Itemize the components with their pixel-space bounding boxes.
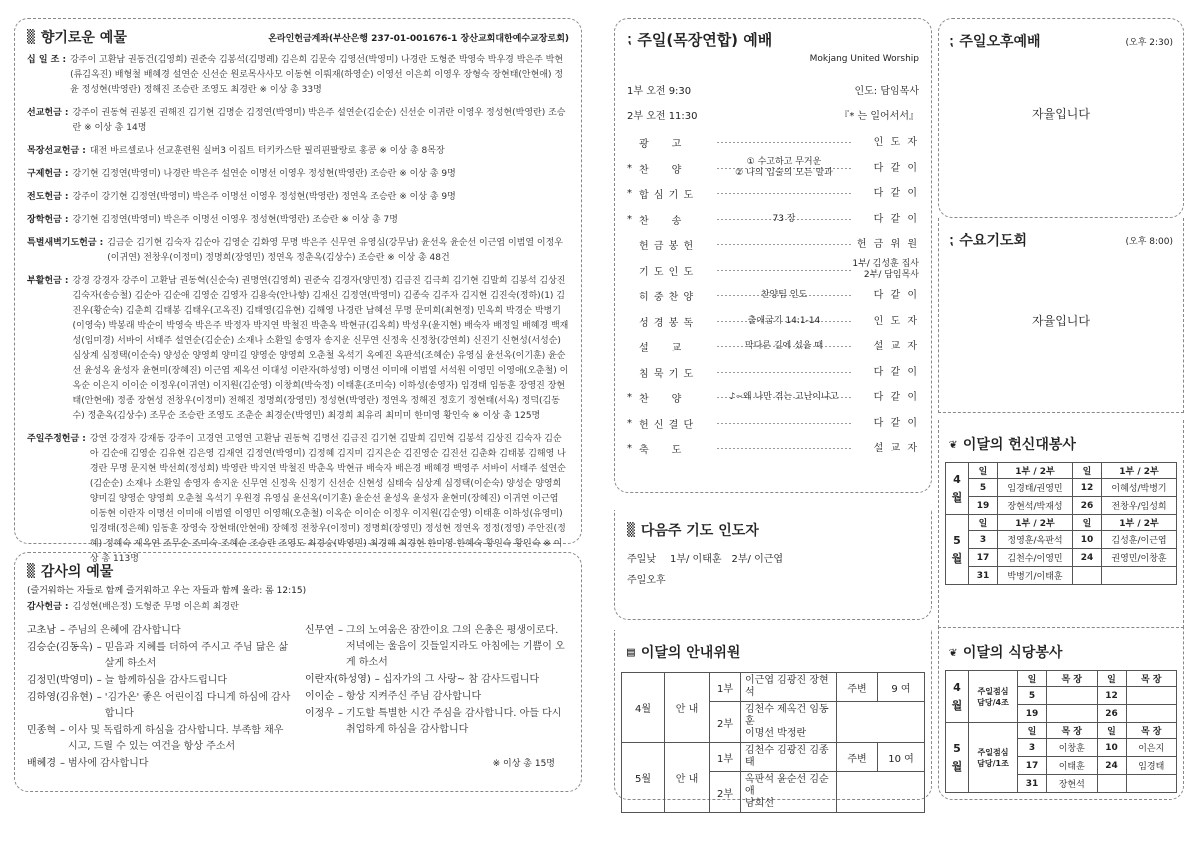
cafeteria-day: 26 [1097,705,1126,723]
devotion-month [946,515,969,585]
wednesday-panel [938,218,1184,413]
order-name: 찬 양 [639,394,683,406]
thanks-note: (즐거워하는 자들로 함께 즐거워하고 우는 자들과 함께 울라: 롬 12:15) [27,586,307,596]
order-star: * [627,392,632,404]
usher-part: 2부 [710,772,741,813]
order-detail [717,181,851,207]
thanks-item-text: 항상 지켜주신 주님 감사합니다 [345,691,482,702]
offering-item [27,213,569,228]
cafeteria-header-row [946,723,1177,739]
offering-title-text: 향기로운 예물 [40,30,127,46]
leaf-icon: ❦ [949,436,957,452]
cafeteria-meal-title: 주일점심 [977,747,1009,757]
cafeteria-day: 10 [1097,739,1126,757]
next-prayer-title [627,520,919,540]
devotion-row [946,549,1177,567]
thanks-item-text: 십자가의 그 사랑~ 참 감사드립니다 [382,674,540,685]
order-name: 헌 금 봉 헌 [639,241,695,253]
usher-count: 9 여 [878,673,925,702]
thanks-title [27,561,569,581]
usher-part: 1부 [710,743,741,772]
devotion-names: 김천수/이영민 [998,549,1073,567]
order-star [627,334,639,360]
thanks-panel [14,552,582,792]
order-name: 침 묵 기 도 [639,368,695,380]
devotion-row [946,497,1177,515]
order-row [627,283,919,309]
cafeteria-head-col: 목 장 [1047,723,1098,739]
thanks-item-name: 민종혁 [27,725,56,736]
cafeteria-head-day: 일 [1097,723,1126,739]
cafeteria-day [1097,775,1126,793]
order-detail: ① 수고하고 무거운 ② 나의 입술의 모든 말과 [717,156,851,182]
devotion-day: 12 [1073,479,1102,497]
devotion-day [1073,567,1102,585]
cafeteria-names: 이태훈 [1047,757,1098,775]
worship-time2: 2부 오전 11:30 [627,111,698,122]
thanks-item-text: 이사 및 독립하게 하심을 감사합니다. 부족함 채우시고, 드릴 수 있는 여건을 항상 주소서 [67,725,284,752]
devotion-names: 전창우/임성희 [1102,497,1177,515]
offering-item-text: 강경 강경자 강주이 고환남 권동혁(신순숙) 권명연(김영희) 권준숙 김경자(양민정) 김금진 김극희 김기현 김말희 김봉석 김상진 김숙자(송승철) 김순아 김순애 김영순 김영자 김용숙(안나향) 김재신 김정연(박영미) 김종숙 김주자 김지현 김진숙(정하)(1) 김진우(황순숙) 김춘희 김태봉 김태우(고옥진) 김태영(김유현) 김해영 나경란 남혜선 무명 문미희(최현정) 민옥희 박경순 박병기(이영숙) 박봉래 박순이 박영숙 박은주 박정자 박지연 박철진 박춘옥 박현규(김옥희) 박성우(윤지현) 배숙자 배정일 배혜경 백재성(임미경) 서바이 서태주 설연순(김순순) 소재나 소환일 송영자 송지운 신무연 신정욱 신정창(강연희) 신진기 신현성(서성순) 심상계 심정택(이순숙) 양성순 양영희 양미길 양영순 양영희 오춘철 옥석기 옥예진 옥판석(조혜순) 유영심 윤선옥(이기훈) 윤순선 윤성옥 윤성자 윤현미(장혜진) 이근엽 제옥선 이대성 이란자(하성영) 이명선 이미애 이범열 서석원 이영민 이영애(오춘철) 이옥순 이은지 이이순 이정우(이귀연) 이지원(김순영) 이창희(박숙정) 이태훈(조미숙) 이하성(송영자) 임경태 임동훈 장영진 장현태(안현애) 정종 장현성 전창우(이정미) 전해진 정명희(장영민) 정성현(박영란) 정연옥 정해진 정호기 정현태(서옥) 정덕(김동수) 정춘옥(김상수) 조무순 조승란 조영도 조춘순 최경순(박영민) 최경희 최유리 최미미 한미영 황인숙 ※ 이상 총 125명 [72,276,569,421]
offering-account: 온라인헌금계좌(부산은행 237-01-001676-1 장산교회대한예수교장로회) [268,33,569,44]
usher-part: 1부 [710,673,741,702]
devotion-day: 3 [969,531,998,549]
usher-names: 김천수 김광진 김종태 [741,743,837,772]
usher-row [622,673,925,702]
cafeteria-names [1126,775,1177,793]
usher-month: 5월 [622,743,665,813]
order-star [627,232,639,258]
order-detail [717,130,851,156]
afternoon-time: (오후 2:30) [1125,37,1173,48]
devotion-day: 26 [1073,497,1102,515]
thanks-item [27,673,291,689]
usher-blank [837,702,925,743]
usher-role: 안 내 [665,743,710,813]
next-prayer-title-text: 다음주 기도 인도자 [640,523,759,539]
usher-label: 주변 [837,743,878,772]
devotion-names: 권영민/이창훈 [1102,549,1177,567]
offering-item-text: 강주이 고환남 권동건(김영희) 권준숙 김봉석(김명례) 김은희 김문숙 김영선(박영미) 나경란 도형준 박영숙 박우경 박은주 박현(류김옥진) 배형철 배혜경 설연순 신선순 원로목사사모 이동현 이뤄재(하영순) 이영선 이은희 이영우 장형숙 장현태(안현애) 정윤 정성현(박영란) 정해진 조승란 조영도 최경란 ※ 이상 총 33명 [70,55,564,95]
offering-panel [14,18,582,564]
order-row [627,207,919,233]
order-leader: 헌 금 위 원 [856,239,919,251]
devotion-names: 이혜성/박병기 [1102,479,1177,497]
cafeteria-names: 이은지 [1126,739,1177,757]
title-mark-icon: ▤ [627,644,635,660]
wednesday-title [949,230,1027,250]
title-mark-icon: ⁏ [949,33,954,49]
devotion-table [945,462,1177,585]
thanks-item-name: 배혜경 [27,758,56,769]
order-star: * [627,213,632,225]
order-leader: 1부/ 김성훈 집사 2부/ 담임목사 [852,259,919,281]
cafeteria-names [1126,687,1177,705]
order-name: 합 심 기 도 [639,190,695,202]
offering-title [27,27,127,47]
thanks-total: ※ 이상 총 15명 [492,759,555,769]
order-row [627,181,919,207]
cafeteria-day: 19 [1018,705,1047,723]
cafeteria-day: 31 [1018,775,1047,793]
cafeteria-head-day: 일 [1097,671,1126,687]
order-detail: ♪~왜 나만 겪는 고난이냐고 [717,385,851,411]
worship-order-table [627,130,919,462]
order-row [627,436,919,462]
order-leader: 다 같 이 [873,392,919,404]
cafeteria-names: 임경태 [1126,757,1177,775]
offering-item-text: 김금순 김기현 김숙자 김순아 김영순 김화영 무명 박은주 신무연 유영심(강무남) 윤선옥 윤순선 이근엽 이범열 이정우(이귀연) 전창우(이정미) 정명희(장영민) 정연옥 정춘옥(김상수) 조승란 ※ 이상 총 48건 [107,238,563,263]
title-mark-icon: ⁏ [949,232,954,248]
worship-standing-note: 『* 는 일어서서』 [839,111,919,122]
thanks-item-name: 김정민(박영미) [27,675,93,686]
wednesday-content: 자율입니다 [1032,314,1090,328]
order-row [627,130,919,156]
thanks-item-name: 이정우 [305,708,334,719]
order-name: 찬 송 [639,215,683,227]
order-leader: 다 같 이 [873,188,919,200]
offering-item-label: 십 일 조 : [27,55,67,65]
thanks-item-text: 범사에 감사합니다 [67,758,149,769]
devotion-month-number: 4 [953,472,961,486]
offering-item-text: 대전 바르셀로나 선교훈련원 실버3 이집트 터키카스탄 필리핀팔랑로 홍콩 ※ 이상 총 8목장 [89,146,445,156]
offering-item-text: 강연 강경자 강재동 강주이 고경연 고영연 고환남 권동혁 김명선 김금진 김기현 김말희 김민혁 김봉석 김상진 김숙자 김순아 김순애 김영순 김유현 김은영 김재연 김정연(박영미) 김정혜 김지미 김지은순 김진영순 김진선 김춘화 김태봉 김해영 나경란 무명 문지현 박선희(정성희) 박영란 박지연 박철진 박춘옥 박현규 배숙자 배은경 배혜경 백영주 서바이 서태주 설연순(김순순) 소재나 소환일 송영자 송지운 신무연 신정욱 신정기 신선순 신현성 심태숙 심상계 심정택(이순숙) 양성순 양영희 양미길 양영순 양영희 오춘철 옥석기 우원경 유영심 윤선옥(이기훈) 윤순선 윤성옥 윤성자 윤현미(장혜진) 이귀연 이근엽 이동현 이란자 이명선 이미애 이범열 이영민 이영해(오춘철) 이옥순 이이순 이정우 이지원(김순영) 이태훈 이하성(유영미) 임경태(정은혜) 임동훈 장영숙 장현태(안현애) 장혜정 전창우(이정미) 정명희(장영민) 정성현 정연옥 정정(정영) 주안진(정혜) 정혜숙 제옥연 조무순 조미숙 조혜순 조승란 조영도 최경승(박영민) 최경혜 최경현 한미영 한혜숙 황인숙 황인숙 ※ 이상 총 113명 [89,434,566,564]
order-detail [717,232,851,258]
order-name: 광 고 [639,139,683,151]
offering-item-label: 선교헌금 : [27,108,69,118]
offering-item-label: 전도헌금 : [27,192,69,202]
order-leader: 다 같 이 [873,162,919,174]
order-star: * [627,162,632,174]
devotion-head-day: 일 [1073,515,1102,531]
order-detail: 찬양팀 인도 [717,283,851,309]
offering-item [27,190,569,205]
order-detail: 73 장 [717,207,851,233]
title-mark-icon: ▒ [27,29,35,45]
thanks-item-dash: – [96,642,102,653]
devotion-header-row [946,463,1177,479]
offering-item-text: 강주이 강기현 김정연(박영미) 박은주 이명선 이영우 정성현(박영란) 정연옥 조승란 ※ 이상 총 9명 [72,192,456,202]
offering-item [27,106,569,136]
cafeteria-title-text: 이달의 식당봉사 [962,645,1063,661]
thanks-item-name: 고초남 [27,625,56,636]
thanks-item-text: 기도할 특별한 시간 주심을 감사합니다. 아들 다시 취업하게 하심을 감사합니다 [345,708,562,735]
offering-item-text: 강기현 김정연(박영미) 나경란 박은주 설연순 이명선 이영우 정성현(박영란) 조승란 ※ 이상 총 9명 [72,169,456,179]
offering-item-label: 부활헌금 : [27,276,69,286]
thanks-item [27,640,291,672]
order-leader: 다 같 이 [873,417,919,429]
thanks-item-name: 이이순 [305,691,334,702]
worship-leader: 인도: 담임목사 [854,86,919,97]
cafeteria-month-number: 5 [953,741,961,755]
order-row [627,385,919,411]
afternoon-title [949,31,1041,51]
order-detail [717,411,851,437]
ushers-panel [614,630,932,809]
devotion-day: 24 [1073,549,1102,567]
title-mark-icon: ▒ [627,522,635,538]
usher-blank [837,772,925,813]
usher-label: 주변 [837,673,878,702]
order-row [627,360,919,386]
thanks-item-text: 주님의 은혜에 감사합니다 [67,625,181,636]
ushers-table [621,672,925,813]
title-mark-icon: ⁏ [627,32,632,47]
order-leader: 다 같 이 [873,213,919,225]
thanks-item-name: 김하영(김유현) [27,692,93,703]
usher-names: 이근엽 김광진 장현석 [741,673,837,702]
worship-time1: 1부 오전 9:30 [627,86,692,97]
offering-item-label: 구제헌금 : [27,169,69,179]
afternoon-panel [938,18,1184,218]
devotion-head-col: 1부 / 2부 [1102,515,1177,531]
order-name: 헌 신 결 단 [639,419,695,431]
thanks-item-text: 늘 함께하심을 감사드립니다 [104,675,228,686]
cafeteria-head-col: 목 장 [1126,723,1177,739]
thanks-item [305,706,569,738]
thanks-summary [27,600,569,615]
order-detail [717,436,851,462]
cafeteria-meal-title: 주일점심 [977,686,1009,696]
cafeteria-month-unit: 월 [951,759,963,773]
thanks-summary-text: 김성현(배은정) 도형준 무명 이은희 최경란 [72,602,239,612]
devotion-names [1102,567,1177,585]
order-leader: 인 도 자 [873,315,919,327]
thanks-item-name: 김승순(김동옥) [27,642,93,653]
offering-item [27,167,569,182]
order-name: 축 도 [639,445,683,457]
order-star: * [627,188,632,200]
thanks-item [305,672,569,688]
order-detail: 출애굽기 14:1-14 [717,309,851,335]
usher-role: 안 내 [665,673,710,743]
devotion-head-col: 1부 / 2부 [998,463,1073,479]
cafeteria-meal-label [969,723,1018,793]
cafeteria-names: 이창훈 [1047,739,1098,757]
ushers-title-text: 이달의 안내위원 [640,645,741,661]
devotion-panel [938,420,1184,628]
order-row [627,309,919,335]
order-row [627,411,919,437]
afternoon-content: 자율입니다 [1032,107,1090,121]
cafeteria-panel [938,628,1184,800]
offering-item-label: 장학헌금 : [27,215,69,225]
offering-item-label: 특별새벽기도헌금 : [27,238,104,248]
devotion-names: 장현석/박재성 [998,497,1073,515]
order-leader: 설 교 자 [873,443,919,455]
thanks-item-dash: – [96,675,102,686]
order-leader: 다 같 이 [873,366,919,378]
thanks-item-name: 신무연 [305,625,334,636]
thanks-item [27,756,291,772]
offering-item-text: 강주이 권동혁 권봉진 권해진 김기현 김명순 김정연(박영미) 박은주 설연순(김순순) 신선순 이귀란 이영우 정성현(박영란) 조승란 ※ 이상 총 14명 [72,108,566,133]
order-name: 찬 양 [639,164,683,176]
usher-count: 10 여 [878,743,925,772]
order-detail [717,360,851,386]
cafeteria-day: 17 [1018,757,1047,775]
offering-item [27,274,569,424]
cafeteria-month [946,671,969,723]
cafeteria-day: 3 [1018,739,1047,757]
thanks-item-dash: – [337,708,343,719]
devotion-names: 김성훈/이근엽 [1102,531,1177,549]
thanks-item [27,723,291,755]
thanks-item-dash: – [337,625,343,636]
thanks-item [27,623,291,639]
devotion-month-unit: 월 [951,490,963,504]
devotion-names: 정영훈/옥판석 [998,531,1073,549]
devotion-day: 31 [969,567,998,585]
devotion-names: 임경태/권영민 [998,479,1073,497]
cafeteria-names [1126,705,1177,723]
devotion-title-text: 이달의 헌신대봉사 [962,437,1076,453]
thanks-right-column [305,623,569,773]
order-row [627,156,919,182]
thanks-left-column [27,623,291,773]
order-star: * [627,443,632,455]
worship-panel [614,18,932,493]
devotion-names: 박병기/이태훈 [998,567,1073,585]
thanks-item-dash: – [59,758,65,769]
cafeteria-meal-label [969,671,1018,723]
cafeteria-head-day: 일 [1018,671,1047,687]
devotion-month-unit: 월 [951,551,963,565]
order-star [627,309,639,335]
order-star: * [627,417,632,429]
order-name: 히 중 찬 양 [639,292,695,304]
thanks-item-text: '김가온' 좋은 어린이집 다니게 하심에 감사합니다 [104,692,291,719]
usher-names: 옥판석 윤순선 김순애 남희선 [741,772,837,813]
thanks-item [305,689,569,705]
order-detail: 막다른 길에 섰을 때 [717,334,851,360]
devotion-row [946,531,1177,549]
order-row [627,232,919,258]
next-prayer-label-1: 주일낮 [627,554,656,565]
devotion-head-day: 일 [969,463,998,479]
order-name: 성 경 봉 독 [639,317,695,329]
cafeteria-meal-sub: 담당/4조 [977,697,1009,707]
usher-month: 4월 [622,673,665,743]
devotion-day: 17 [969,549,998,567]
devotion-day: 10 [1073,531,1102,549]
thanks-item-dash: – [96,692,102,703]
order-leader: 다 같 이 [873,290,919,302]
cafeteria-day: 24 [1097,757,1126,775]
order-leader: 인 도 자 [873,137,919,149]
devotion-title [949,434,1173,454]
title-mark-icon: ▒ [27,563,35,579]
next-prayer-text-1: 1부/ 이태훈 2부/ 이근엽 [669,554,784,565]
thanks-item-dash: – [374,674,380,685]
worship-title-text: 주일(목장연합) 예배 [637,31,773,49]
order-name: 설 교 [639,343,683,355]
devotion-row [946,479,1177,497]
cafeteria-day: 5 [1018,687,1047,705]
devotion-month-number: 5 [953,533,961,547]
cafeteria-month [946,723,969,793]
thanks-item-text: 믿음과 지혜를 더하여 주시고 주님 닮은 삶 살게 하소서 [104,642,289,669]
cafeteria-day: 12 [1097,687,1126,705]
thanks-item [305,623,569,671]
cafeteria-month-unit: 월 [951,698,963,712]
wednesday-title-text: 수요기도회 [959,233,1028,249]
order-row [627,334,919,360]
leaf-icon: ❦ [949,644,957,660]
thanks-item [27,690,291,722]
cafeteria-head-col: 목 장 [1047,671,1098,687]
devotion-head-day: 일 [969,515,998,531]
order-star [627,258,639,284]
order-star [627,360,639,386]
cafeteria-names [1047,705,1098,723]
devotion-head-col: 1부 / 2부 [1102,463,1177,479]
offering-list [27,53,569,567]
order-detail [717,258,851,284]
thanks-item-dash: – [59,725,65,736]
offering-item [27,236,569,266]
devotion-day: 19 [969,497,998,515]
cafeteria-meal-sub: 담당/1조 [977,758,1009,768]
order-row [627,258,919,284]
cafeteria-title [949,642,1173,662]
devotion-header-row [946,515,1177,531]
thanks-item-text: 그의 노여움은 잠깐이요 그의 은총은 평생이로다. 저녁에는 울음이 깃들일지라도 아침에는 기쁨이 오게 하소서 [345,625,565,668]
usher-row [622,743,925,772]
offering-item-label: 주일주정헌금 : [27,434,86,444]
thanks-item-dash: – [59,625,65,636]
offering-item [27,53,569,98]
worship-subtitle: Mokjang United Worship [809,54,919,64]
usher-names: 김천수 제옥건 임동훈 이명선 박정란 [741,702,837,743]
offering-item-label: 목장선교헌금 : [27,146,86,156]
next-prayer-panel [614,510,932,620]
ushers-title [627,642,919,662]
thanks-title-text: 감사의 예물 [40,564,114,580]
thanks-item-name: 이란자(하성영) [305,674,371,685]
cafeteria-header-row [946,671,1177,687]
wednesday-time: (오후 8:00) [1125,236,1173,247]
thanks-summary-label: 감사헌금 : [27,602,69,612]
order-star [627,130,639,156]
devotion-head-col: 1부 / 2부 [998,515,1073,531]
cafeteria-month-number: 4 [953,680,961,694]
usher-part: 2부 [710,702,741,743]
order-leader: 설 교 자 [873,341,919,353]
order-name: 기 도 인 도 [639,266,695,278]
devotion-day: 5 [969,479,998,497]
devotion-head-day: 일 [1073,463,1102,479]
offering-item [27,432,569,567]
cafeteria-head-day: 일 [1018,723,1047,739]
devotion-month [946,463,969,515]
afternoon-title-text: 주일오후예배 [959,34,1041,50]
thanks-item-dash: – [337,691,343,702]
offering-item [27,144,569,159]
devotion-row [946,567,1177,585]
cafeteria-names [1047,687,1098,705]
next-prayer-label-2: 주일오후 [627,575,666,586]
offering-item-text: 강기현 김정연(박영미) 박은주 이명선 이영우 정성현(박영란) 조승란 ※ 이상 총 7명 [72,215,398,225]
cafeteria-names: 장현석 [1047,775,1098,793]
order-star [627,283,639,309]
cafeteria-table [945,670,1177,793]
worship-title [627,29,919,50]
cafeteria-head-col: 목 장 [1126,671,1177,687]
